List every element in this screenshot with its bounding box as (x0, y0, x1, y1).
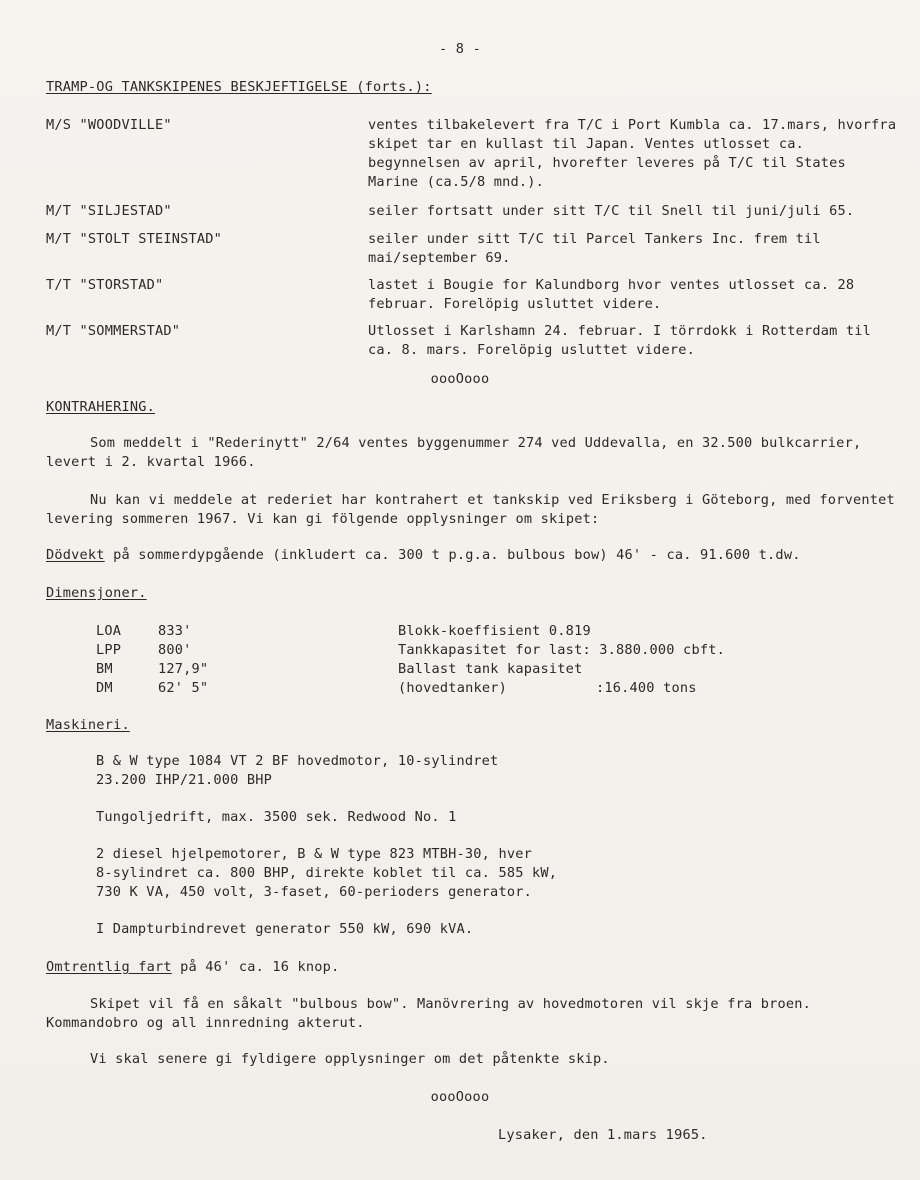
paragraph: Vi skal senere gi fyldigere opplysninger om det påtenkte skip. (90, 1051, 610, 1067)
section-heading: TRAMP-OG TANKSKIPENES BESKJEFTIGELSE (forts.): (46, 79, 432, 95)
ship-status: ventes tilbakelevert fra T/C i Port Kumbla ca. 17.mars, hvorfra skipet tar en kullast til Japan. Ventes utlosset ca. begynnelsen av april, hvorefter leveres på T/C til States Marine (ca.5/8 mnd.). (368, 117, 897, 190)
machinery-line: 23.200 IHP/21.000 BHP (96, 772, 273, 788)
dodvekt-line (46, 546, 801, 565)
machinery-line: 8-sylindret ca. 800 BHP, direkte koblet til ca. 585 kW, (96, 865, 558, 881)
kontrahering-heading: KONTRAHERING. (46, 399, 155, 415)
ship-name: M/T "STOLT STEINSTAD" (46, 231, 223, 247)
fart-label: Omtrentlig fart (46, 959, 172, 975)
dim-key: LOA (96, 623, 122, 639)
dimensjoner-heading: Dimensjoner. (46, 585, 147, 601)
page-number: - 8 - (439, 41, 481, 57)
dim-key: LPP (96, 642, 122, 658)
ship-status: seiler fortsatt under sitt T/C til Snell til juni/juli 65. (368, 203, 855, 219)
dim-key: DM (96, 680, 113, 696)
dodvekt-label: Dödvekt (46, 547, 105, 563)
dim-key2: Tankkapasitet for last: 3.880.000 cbft. (398, 642, 725, 658)
machinery-line: 2 diesel hjelpemotorer, B & W type 823 MTBH-30, hver (96, 846, 532, 862)
dodvekt-text: på sommerdypgående (inkludert ca. 300 t p.g.a. bulbous bow) 46' - ca. 91.600 t.dw. (104, 547, 801, 563)
ship-status: Utlosset i Karlshamn 24. februar. I törrdokk i Rotterdam til ca. 8. mars. Forelöpig usluttet videre. (368, 323, 872, 358)
machinery-line: I Dampturbindrevet generator 550 kW, 690 kVA. (96, 921, 474, 937)
paragraph: Nu kan vi meddele at rederiet har kontrahert et tankskip ved Eriksberg i Göteborg, med forventet levering sommeren 1967. Vi kan gi fölgende opplysninger om skipet: (46, 492, 895, 527)
paragraph: Skipet vil få en såkalt "bulbous bow". Manövrering av hovedmotoren vil skje fra broen. Kommandobro og all innredning akterut. (46, 996, 812, 1031)
separator: oooOooo (430, 1089, 490, 1105)
paragraph: Som meddelt i "Rederinytt" 2/64 ventes byggenummer 274 ved Uddevalla, en 32.500 bulkcarrier, levert i 2. kvartal 1966. (46, 435, 862, 470)
signoff: Lysaker, den 1.mars 1965. (498, 1127, 708, 1143)
fart-line (46, 958, 339, 977)
machinery-line: 730 K VA, 450 volt, 3-faset, 60-perioders generator. (96, 884, 532, 900)
dim-key: BM (96, 661, 113, 677)
dim-value: 800' (158, 642, 192, 658)
dim-key2: Ballast tank kapasitet (398, 661, 583, 677)
machinery-line: B & W type 1084 VT 2 BF hovedmotor, 10-sylindret (96, 753, 499, 769)
ship-name: M/T "SILJESTAD" (46, 203, 172, 219)
maskineri-heading: Maskineri. (46, 717, 130, 733)
dim-key2: (hovedtanker) (398, 680, 507, 696)
fart-text: på 46' ca. 16 knop. (171, 959, 340, 975)
ship-status: seiler under sitt T/C til Parcel Tankers Inc. frem til mai/september 69. (368, 231, 821, 266)
dim-value2: :16.400 tons (596, 680, 697, 696)
dim-value: 127,9" (158, 661, 209, 677)
ship-status: lastet i Bougie for Kalundborg hvor ventes utlosset ca. 28 februar. Forelöpig usluttet videre. (368, 277, 855, 312)
ship-name: M/T "SOMMERSTAD" (46, 323, 181, 339)
dim-value: 833' (158, 623, 192, 639)
ship-name: M/S "WOODVILLE" (46, 117, 172, 133)
dim-key2: Blokk-koeffisient 0.819 (398, 623, 591, 639)
separator: oooOooo (430, 371, 490, 387)
dim-value: 62' 5" (158, 680, 209, 696)
machinery-line: Tungoljedrift, max. 3500 sek. Redwood No. 1 (96, 809, 457, 825)
ship-name: T/T "STORSTAD" (46, 277, 164, 293)
